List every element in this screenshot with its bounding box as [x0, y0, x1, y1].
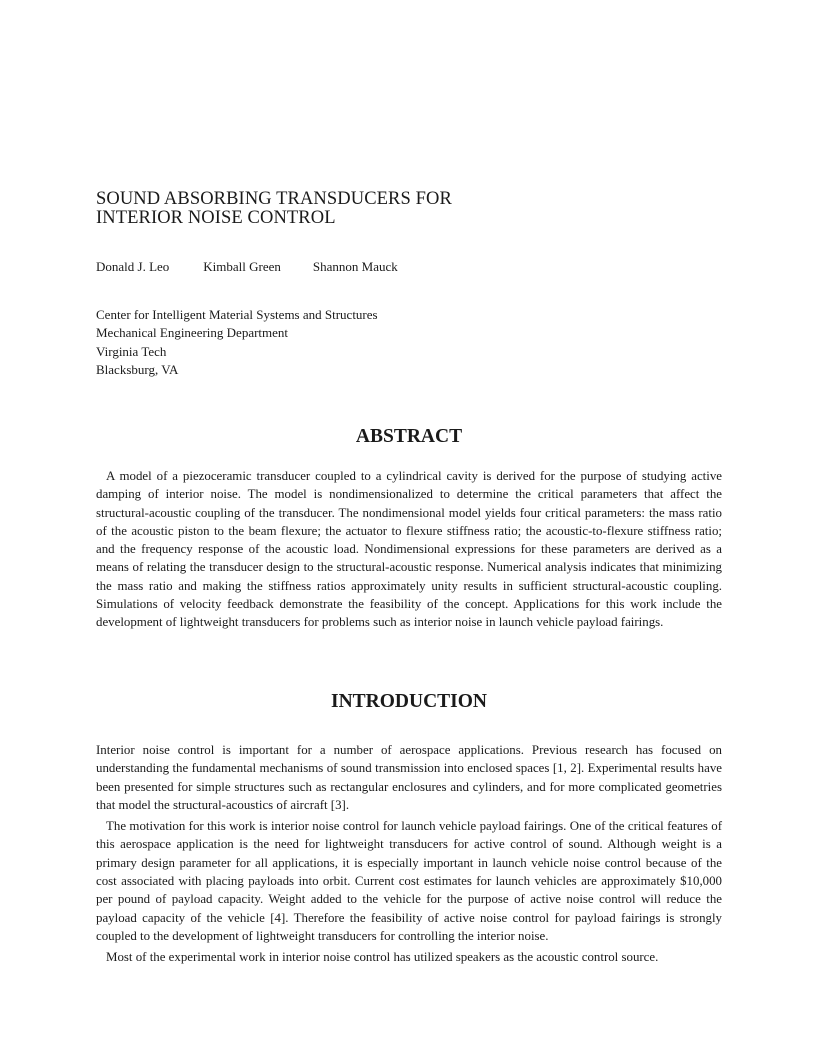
abstract-body [96, 467, 722, 632]
abstract-heading: ABSTRACT [355, 426, 463, 447]
affiliation-line-4: Blacksburg, VA [96, 361, 179, 377]
author-list [96, 259, 398, 275]
affiliation-line-2: Mechanical Engineering Department [96, 325, 289, 341]
abstract-paragraph: A model of a piezoceramic transducer coupled to a cylindrical cavity is derived for the purpose of studying active damping of interior noise. The model is nondimensionalized to determine the critical parameters that affect the structural-acoustic coupling of the transducer. The nondimensional model yields four critical parameters: the mass ratio of the acoustic piston to the beam flexure; the actuator to flexure stiffness ratio; the acoustic-to-flexure stiffness ratio; and the frequency response of the acoustic load. Nondimensional expressions for these parameters are derived as a means of relating the transducer design to the structural-acoustic response. Numerical analysis indicates that minimizing the mass ratio and making the stiffness ratios approximately unity results in sufficient structural-acoustic coupling. Simulations of velocity feedback demonstrate the feasibility of the concept. Applications for this work include the development of lightweight transducers for problems such as interior noise in launch vehicle payload fairings. [96, 469, 722, 630]
affiliation-line-3: Virginia Tech [96, 343, 167, 359]
introduction-body [96, 741, 722, 967]
author-2: Kimball Green [203, 259, 281, 274]
introduction-heading: INTRODUCTION [330, 691, 488, 712]
author-1: Donald J. Leo [96, 259, 170, 274]
affiliation [96, 306, 378, 379]
paper-title [96, 190, 452, 228]
affiliation-line-1: Center for Intelligent Material Systems and Structures [96, 307, 378, 322]
title-line-1: SOUND ABSORBING TRANSDUCERS FOR [96, 189, 452, 209]
intro-paragraph-2: The motivation for this work is interior noise control for launch vehicle payload fairings. One of the critical features of this aerospace application is the need for lightweight transducers for active control of sound. Although weight is a primary design parameter for all applications, it is especially important in launch vehicle noise control because of the cost associated with placing payloads into orbit. Current cost estimates for launch vehicles are approximately $10,000 per pound of payload capacity. Weight added to the vehicle for the purpose of active noise control will reduce the payload capacity of the vehicle [4]. Therefore the feasibility of active noise control for payload fairings is strongly coupled to the development of lightweight transducers for controlling the interior noise. [96, 819, 722, 943]
intro-paragraph-1: Interior noise control is important for a number of aerospace applications. Previous research has focused on understanding the fundamental mechanisms of sound transmission into enclosed spaces [1, 2]. Experimental results have been presented for simple structures such as rectangular enclosures and cylinders, and for more complicated geometries that model the structural-acoustics of aircraft [3]. [96, 743, 722, 812]
intro-paragraph-3: Most of the experimental work in interior noise control has utilized speakers as the acoustic control source. [106, 950, 659, 965]
author-3: Shannon Mauck [312, 259, 398, 274]
title-line-2: INTERIOR NOISE CONTROL [96, 208, 336, 228]
